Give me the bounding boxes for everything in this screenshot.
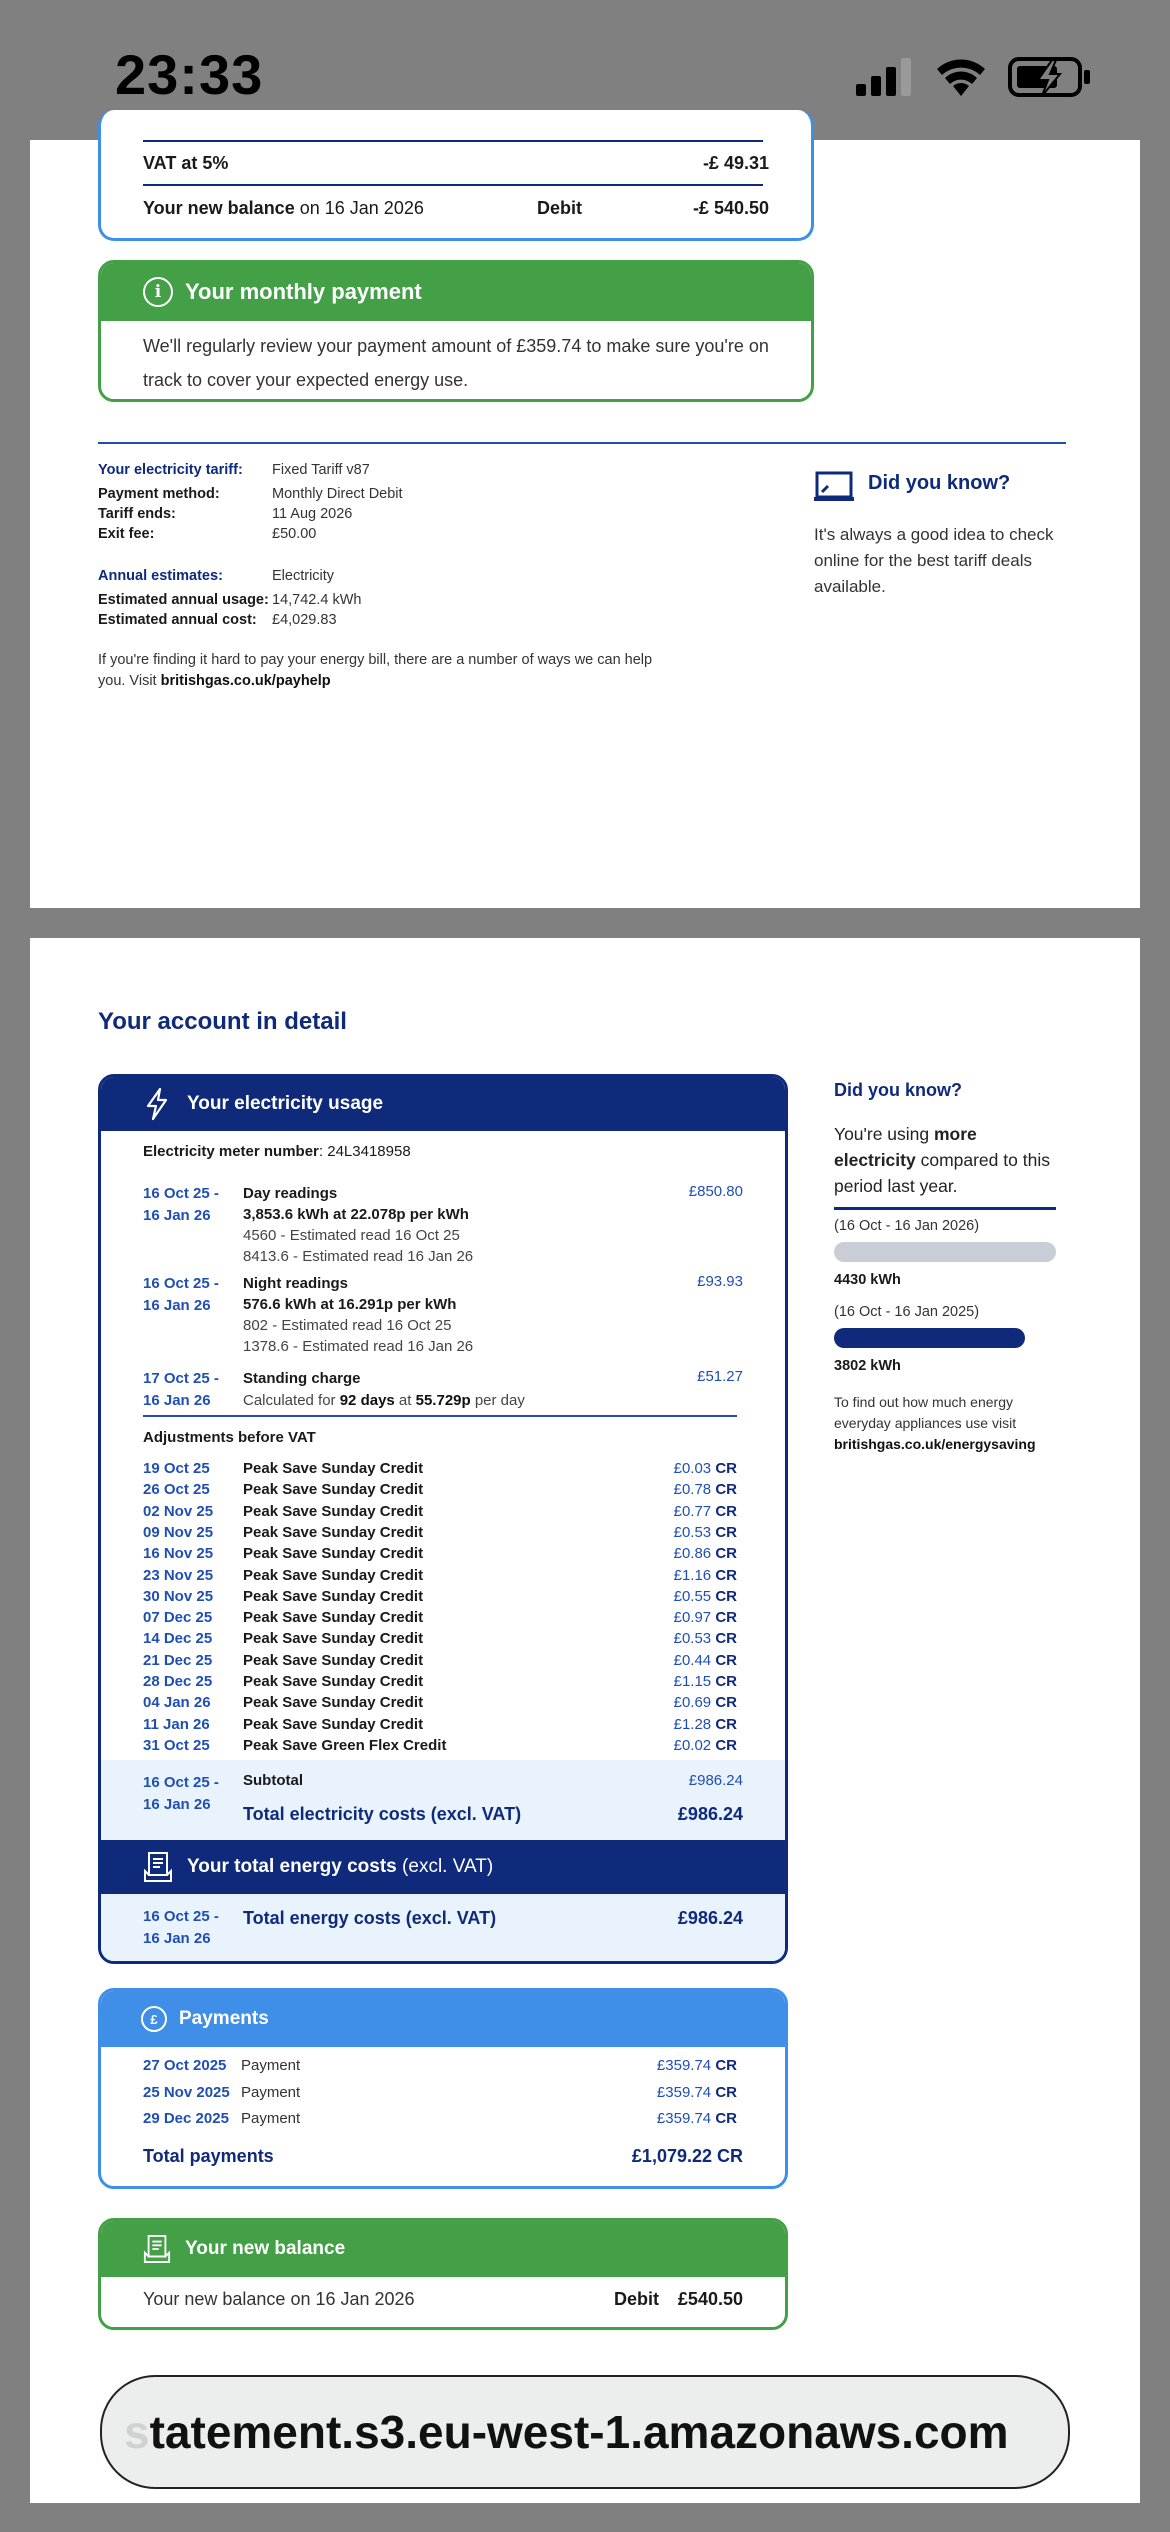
standing-days: 92 days (339, 1392, 395, 1409)
subtotal-label: Subtotal (243, 1772, 303, 1789)
night-date-end: 16 Jan 26 (143, 1297, 211, 1314)
payment-amount (657, 2110, 737, 2127)
bar-period-2025: (16 Oct - 16 Jan 2025) (834, 1304, 980, 1320)
adjustment-cr: CR (715, 1566, 737, 1584)
balance-value: -£ 540.50 (692, 198, 769, 218)
new-balance-box (98, 2218, 788, 2330)
bill-page-2 (30, 938, 1140, 2503)
adjustment-date: 30 Nov 25 (143, 1587, 214, 1605)
exit-fee-value: £50.00 (272, 526, 317, 542)
night-read-2: 1378.6 - Estimated read 16 Jan 26 (243, 1338, 474, 1355)
dyk2-pre: You're using (834, 1124, 934, 1144)
adjustment-label: Peak Save Sunday Credit (243, 1502, 424, 1520)
standing-rate: 55.729p (415, 1392, 471, 1409)
wifi-icon (935, 56, 987, 98)
info-icon: i (143, 277, 173, 307)
energy-saving-link[interactable]: britishgas.co.uk/energysaving (834, 1436, 1036, 1452)
adjustment-amount (674, 1609, 737, 1626)
adjustment-date: 31 Oct 25 (143, 1736, 210, 1754)
adjustment-amount-value: £0.78 (673, 1481, 712, 1499)
payment-date: 27 Oct 2025 (143, 2057, 227, 2074)
adjustment-amount-value: £0.44 (673, 1651, 712, 1669)
usage-bar-2025-fill (834, 1328, 1025, 1348)
new-balance-title: Your new balance (185, 2238, 346, 2259)
subtotal-date-end: 16 Jan 26 (143, 1796, 211, 1813)
total-energy-amount: £986.24 (677, 1908, 743, 1928)
dyk2-post: compared to this period last year. (834, 1150, 1050, 1196)
adjustment-amount-value: £0.02 (673, 1736, 712, 1754)
help-link[interactable]: britishgas.co.uk/payhelp (160, 673, 331, 689)
did-you-know-body-1: It's always a good idea to check online for the best tariff deals available. (814, 525, 1054, 596)
adjustment-date: 07 Dec 25 (143, 1609, 213, 1627)
payments-box (98, 1988, 788, 2189)
total-energy-title-suffix: (excl. VAT) (396, 1856, 494, 1877)
adjustment-cr: CR (715, 1502, 737, 1520)
adjustment-amount (674, 1652, 737, 1669)
adjustment-date: 04 Jan 26 (143, 1694, 211, 1712)
payment-label: Payment (241, 2057, 301, 2074)
electricity-usage-box (98, 1074, 788, 1964)
did-you-know-body-2 (834, 1121, 1056, 1199)
adjustment-cr: CR (715, 1630, 737, 1648)
adjustment-cr: CR (715, 1587, 737, 1605)
tariff-details (98, 462, 718, 692)
standing-date-start: 17 Oct 25 - (143, 1370, 219, 1387)
bar-value-2025: 3802 kWh (834, 1358, 901, 1374)
adjustment-amount (674, 1503, 737, 1520)
balance-label: Your new balance (143, 198, 295, 218)
annual-cost-label: Estimated annual cost: (98, 612, 257, 628)
adjustment-label: Peak Save Sunday Credit (243, 1651, 424, 1669)
summary-box (98, 110, 814, 241)
adjustment-label: Peak Save Sunday Credit (243, 1715, 424, 1733)
adjustment-amount (674, 1481, 737, 1498)
vat-value: -£ 49.31 (702, 153, 769, 173)
standing-mid: at (394, 1392, 416, 1409)
adjustment-cr: CR (715, 1673, 737, 1690)
adjustment-amount-value: £0.86 (673, 1545, 712, 1563)
adjustment-date: 09 Nov 25 (143, 1523, 214, 1541)
adjustment-cr: CR (715, 1545, 737, 1563)
balance-type: Debit (537, 198, 582, 218)
payment-amount-value: £359.74 (656, 2083, 712, 2101)
night-date (143, 1273, 219, 1317)
adjustment-row (143, 1609, 737, 1630)
adjustment-amount-value: £0.53 (673, 1630, 712, 1648)
total-payments-amount: £1,079.22 CR (631, 2146, 743, 2166)
adjustment-label: Peak Save Sunday Credit (243, 1523, 424, 1541)
help-text-block (98, 650, 668, 692)
adjustment-amount-value: £0.97 (673, 1609, 712, 1627)
adjustment-row (143, 1737, 737, 1758)
meter-number: : 24L3418958 (318, 1143, 411, 1160)
adjustment-amount (674, 1673, 737, 1690)
receipt-icon (143, 1851, 173, 1883)
energy-saving-footer: To find out how much energy everyday appliances use visit (834, 1394, 1017, 1431)
adjustment-amount (674, 1524, 737, 1541)
new-balance-label: Your new balance on 16 Jan 2026 (143, 2289, 415, 2309)
total-energy-panel (101, 1894, 785, 1961)
adjustment-amount (674, 1630, 737, 1647)
adjustment-cr: CR (715, 1481, 737, 1499)
vat-label: VAT at 5% (143, 153, 229, 173)
payment-cr: CR (715, 2057, 737, 2074)
adjustment-label: Peak Save Sunday Credit (243, 1587, 424, 1605)
adjustment-date: 02 Nov 25 (143, 1502, 214, 1520)
day-readings-title: Day readings (243, 1185, 338, 1202)
adjustment-cr: CR (715, 1736, 737, 1754)
monthly-payment-box (98, 260, 814, 402)
total-energy-date-end: 16 Jan 26 (143, 1930, 211, 1947)
night-readings (243, 1273, 473, 1357)
day-amount: £850.80 (688, 1183, 743, 1200)
adjustment-date: 21 Dec 25 (143, 1651, 213, 1669)
adjustment-cr: CR (715, 1523, 737, 1541)
adjustment-date: 19 Oct 25 (143, 1460, 210, 1477)
balance-date: on 16 Jan 2026 (299, 198, 424, 218)
usage-bar-2026-fill (834, 1242, 1056, 1262)
adjustment-amount (674, 1545, 737, 1562)
adjustment-row (143, 1481, 737, 1502)
tariff-value: Fixed Tariff v87 (272, 462, 370, 478)
adjustment-date: 23 Nov 25 (143, 1566, 214, 1584)
adjustment-date: 11 Jan 26 (143, 1715, 210, 1733)
usage-bar-2025 (834, 1328, 1056, 1348)
total-energy-date-start: 16 Oct 25 - (143, 1908, 219, 1925)
pound-icon: £ (141, 2006, 167, 2032)
adjustment-amount-value: £0.53 (673, 1523, 712, 1541)
exit-fee-label: Exit fee: (98, 526, 155, 542)
standing-title: Standing charge (243, 1370, 361, 1387)
adjustment-amount-value: £0.69 (673, 1694, 712, 1712)
adjustment-row (143, 1652, 737, 1673)
adjustment-row (143, 1716, 737, 1737)
meter-number-row (143, 1143, 411, 1160)
standing-detail (243, 1390, 525, 1412)
payments-title: Payments (179, 2008, 269, 2029)
adjustment-cr: CR (715, 1651, 737, 1669)
electricity-usage-title: Your electricity usage (187, 1093, 384, 1114)
payment-row (143, 2084, 737, 2108)
adjustment-label: Peak Save Sunday Credit (243, 1460, 424, 1477)
adjustment-label: Peak Save Sunday Credit (243, 1694, 424, 1712)
adjustment-amount (674, 1567, 737, 1584)
day-read-2: 8413.6 - Estimated read 16 Jan 26 (243, 1248, 474, 1265)
signal-icon (856, 58, 916, 98)
adjustment-row (143, 1694, 737, 1715)
url-text[interactable] (124, 2405, 1009, 2459)
adjustment-amount-value: £1.28 (673, 1715, 712, 1733)
night-read-1: 802 - Estimated read 16 Oct 25 (243, 1317, 452, 1334)
monthly-payment-title: Your monthly payment (185, 279, 422, 304)
adjustment-label: Peak Save Sunday Credit (243, 1609, 424, 1627)
adjustments-title: Adjustments before VAT (143, 1429, 316, 1446)
adjustment-date: 26 Oct 25 (143, 1481, 210, 1499)
subtotal-date-start: 16 Oct 25 - (143, 1774, 219, 1791)
energy-saving-text (834, 1392, 1049, 1455)
adjustment-label: Peak Save Sunday Credit (243, 1545, 424, 1563)
bar-value-2026: 4430 kWh (834, 1272, 901, 1288)
total-energy-title-wrap (187, 1856, 493, 1878)
payment-amount-value: £359.74 (656, 2110, 712, 2127)
did-you-know-title-2: Did you know? (834, 1080, 962, 1100)
adjustment-cr: CR (715, 1694, 737, 1712)
subtotal-date (143, 1772, 219, 1816)
did-you-know-usage (834, 1074, 1064, 1455)
adjustment-row (143, 1545, 737, 1566)
day-date (143, 1183, 219, 1227)
total-electricity-label: Total electricity costs (excl. VAT) (243, 1804, 522, 1824)
new-balance-type: Debit (614, 2289, 659, 2309)
account-detail-title: Your account in detail (98, 1008, 347, 1035)
new-balance-amount: £540.50 (677, 2289, 743, 2309)
payment-date: 29 Dec 2025 (143, 2110, 229, 2127)
annual-usage-label: Estimated annual usage: (98, 592, 269, 608)
total-electricity-amount: £986.24 (677, 1804, 743, 1824)
payment-amount (657, 2084, 737, 2101)
bill-page-1 (30, 140, 1140, 908)
day-readings (243, 1183, 473, 1267)
total-energy-header (101, 1840, 785, 1894)
adjustment-cr: CR (715, 1460, 737, 1477)
night-date-start: 16 Oct 25 - (143, 1275, 219, 1292)
adjustment-amount-value: £1.16 (673, 1566, 712, 1584)
payment-amount-value: £359.74 (656, 2057, 712, 2074)
day-date-start: 16 Oct 25 - (143, 1185, 219, 1202)
adjustment-label: Peak Save Sunday Credit (243, 1566, 424, 1584)
adjustment-row (143, 1673, 737, 1694)
adjustment-amount (674, 1588, 737, 1605)
tariff-ends-label: Tariff ends: (98, 506, 176, 522)
adjustment-date: 28 Dec 25 (143, 1673, 213, 1690)
laptop-icon (814, 470, 854, 507)
meter-label: Electricity meter number (143, 1143, 319, 1160)
adjustment-label: Peak Save Sunday Credit (243, 1630, 424, 1648)
payment-row (143, 2057, 737, 2081)
tariff-ends-value: 11 Aug 2026 (272, 506, 353, 522)
standing-date (143, 1368, 219, 1412)
battery-icon (1008, 56, 1092, 98)
payment-cr: CR (715, 2083, 737, 2101)
balance-label-row (143, 198, 424, 219)
adjustment-amount-value: £0.55 (673, 1587, 712, 1605)
payment-label: Payment (241, 2083, 301, 2101)
night-amount: £93.93 (697, 1273, 743, 1290)
adjustment-amount (674, 1716, 737, 1733)
statement-icon (143, 2234, 171, 2264)
night-readings-title: Night readings (243, 1275, 349, 1292)
adjustment-cr: CR (715, 1609, 737, 1627)
standing-amount: £51.27 (697, 1368, 743, 1385)
adjustment-row (143, 1567, 737, 1588)
payment-amount (657, 2057, 737, 2074)
night-readings-detail: 576.6 kWh at 16.291p per kWh (243, 1296, 457, 1313)
bar-period-2026: (16 Oct - 16 Jan 2026) (834, 1218, 980, 1234)
adjustment-row (143, 1588, 737, 1609)
payment-row (143, 2110, 737, 2134)
help-text: If you're finding it hard to pay your energy bill, there are a number of ways we can help you. Visit (98, 652, 653, 689)
adjustment-date: 16 Nov 25 (143, 1545, 214, 1563)
standing-charge (243, 1368, 525, 1412)
url-bar[interactable] (100, 2375, 1070, 2489)
adjustment-amount (674, 1694, 737, 1711)
adjustment-label: Peak Save Sunday Credit (243, 1673, 424, 1690)
adjustment-row (143, 1460, 737, 1481)
adjustment-row (143, 1503, 737, 1524)
day-readings-detail: 3,853.6 kWh at 22.078p per kWh (243, 1206, 469, 1223)
payment-method-label: Payment method: (98, 486, 220, 502)
standing-post: per day (470, 1392, 525, 1409)
status-time: 23:33 (115, 43, 264, 106)
adjustment-amount-value: £1.15 (673, 1673, 712, 1690)
adjustment-row (143, 1524, 737, 1545)
usage-bar-2026 (834, 1242, 1056, 1262)
total-energy-title: Your total energy costs (187, 1856, 397, 1877)
total-energy-date (143, 1906, 219, 1950)
adjustment-amount (674, 1737, 737, 1754)
total-payments-label: Total payments (143, 2146, 274, 2166)
annual-estimates-label: Annual estimates: (98, 568, 223, 584)
standing-date-end: 16 Jan 26 (143, 1392, 211, 1409)
url-partial-prefix: s (124, 2406, 150, 2458)
dyk2-bold: more electricity (834, 1124, 977, 1170)
tariff-label: Your electricity tariff: (98, 462, 243, 478)
adjustment-amount (674, 1460, 737, 1477)
total-energy-label: Total energy costs (excl. VAT) (243, 1908, 497, 1928)
adjustment-row (143, 1630, 737, 1651)
day-date-end: 16 Jan 26 (143, 1207, 211, 1224)
annual-usage-value: 14,742.4 kWh (272, 592, 362, 608)
monthly-payment-body: We'll regularly review your payment amount of £359.74 to make sure you're on track to cover your expected energy use. (143, 336, 769, 390)
adjustment-label: Peak Save Sunday Credit (243, 1481, 424, 1499)
payment-date: 25 Nov 2025 (143, 2083, 230, 2101)
adjustment-amount-value: £0.03 (673, 1460, 712, 1477)
day-read-1: 4560 - Estimated read 16 Oct 25 (243, 1227, 460, 1244)
adjustment-label: Peak Save Green Flex Credit (243, 1736, 447, 1754)
payment-cr: CR (715, 2110, 737, 2127)
lightning-icon (145, 1087, 169, 1121)
annual-cost-value: £4,029.83 (272, 612, 337, 628)
url-value: tatement.s3.eu-west-1.amazonaws.com (149, 2406, 1009, 2458)
adjustment-date: 14 Dec 25 (143, 1630, 213, 1648)
payment-method-value: Monthly Direct Debit (272, 486, 403, 502)
adjustment-amount-value: £0.77 (673, 1502, 712, 1520)
subtotal-amount: £986.24 (688, 1772, 743, 1789)
annual-estimates-value: Electricity (272, 568, 335, 584)
payment-label: Payment (241, 2110, 301, 2127)
did-you-know-title-1: Did you know? (868, 472, 1011, 494)
standing-pre: Calculated for (243, 1392, 340, 1409)
subtotal-panel (101, 1760, 785, 1840)
adjustment-cr: CR (715, 1715, 737, 1733)
